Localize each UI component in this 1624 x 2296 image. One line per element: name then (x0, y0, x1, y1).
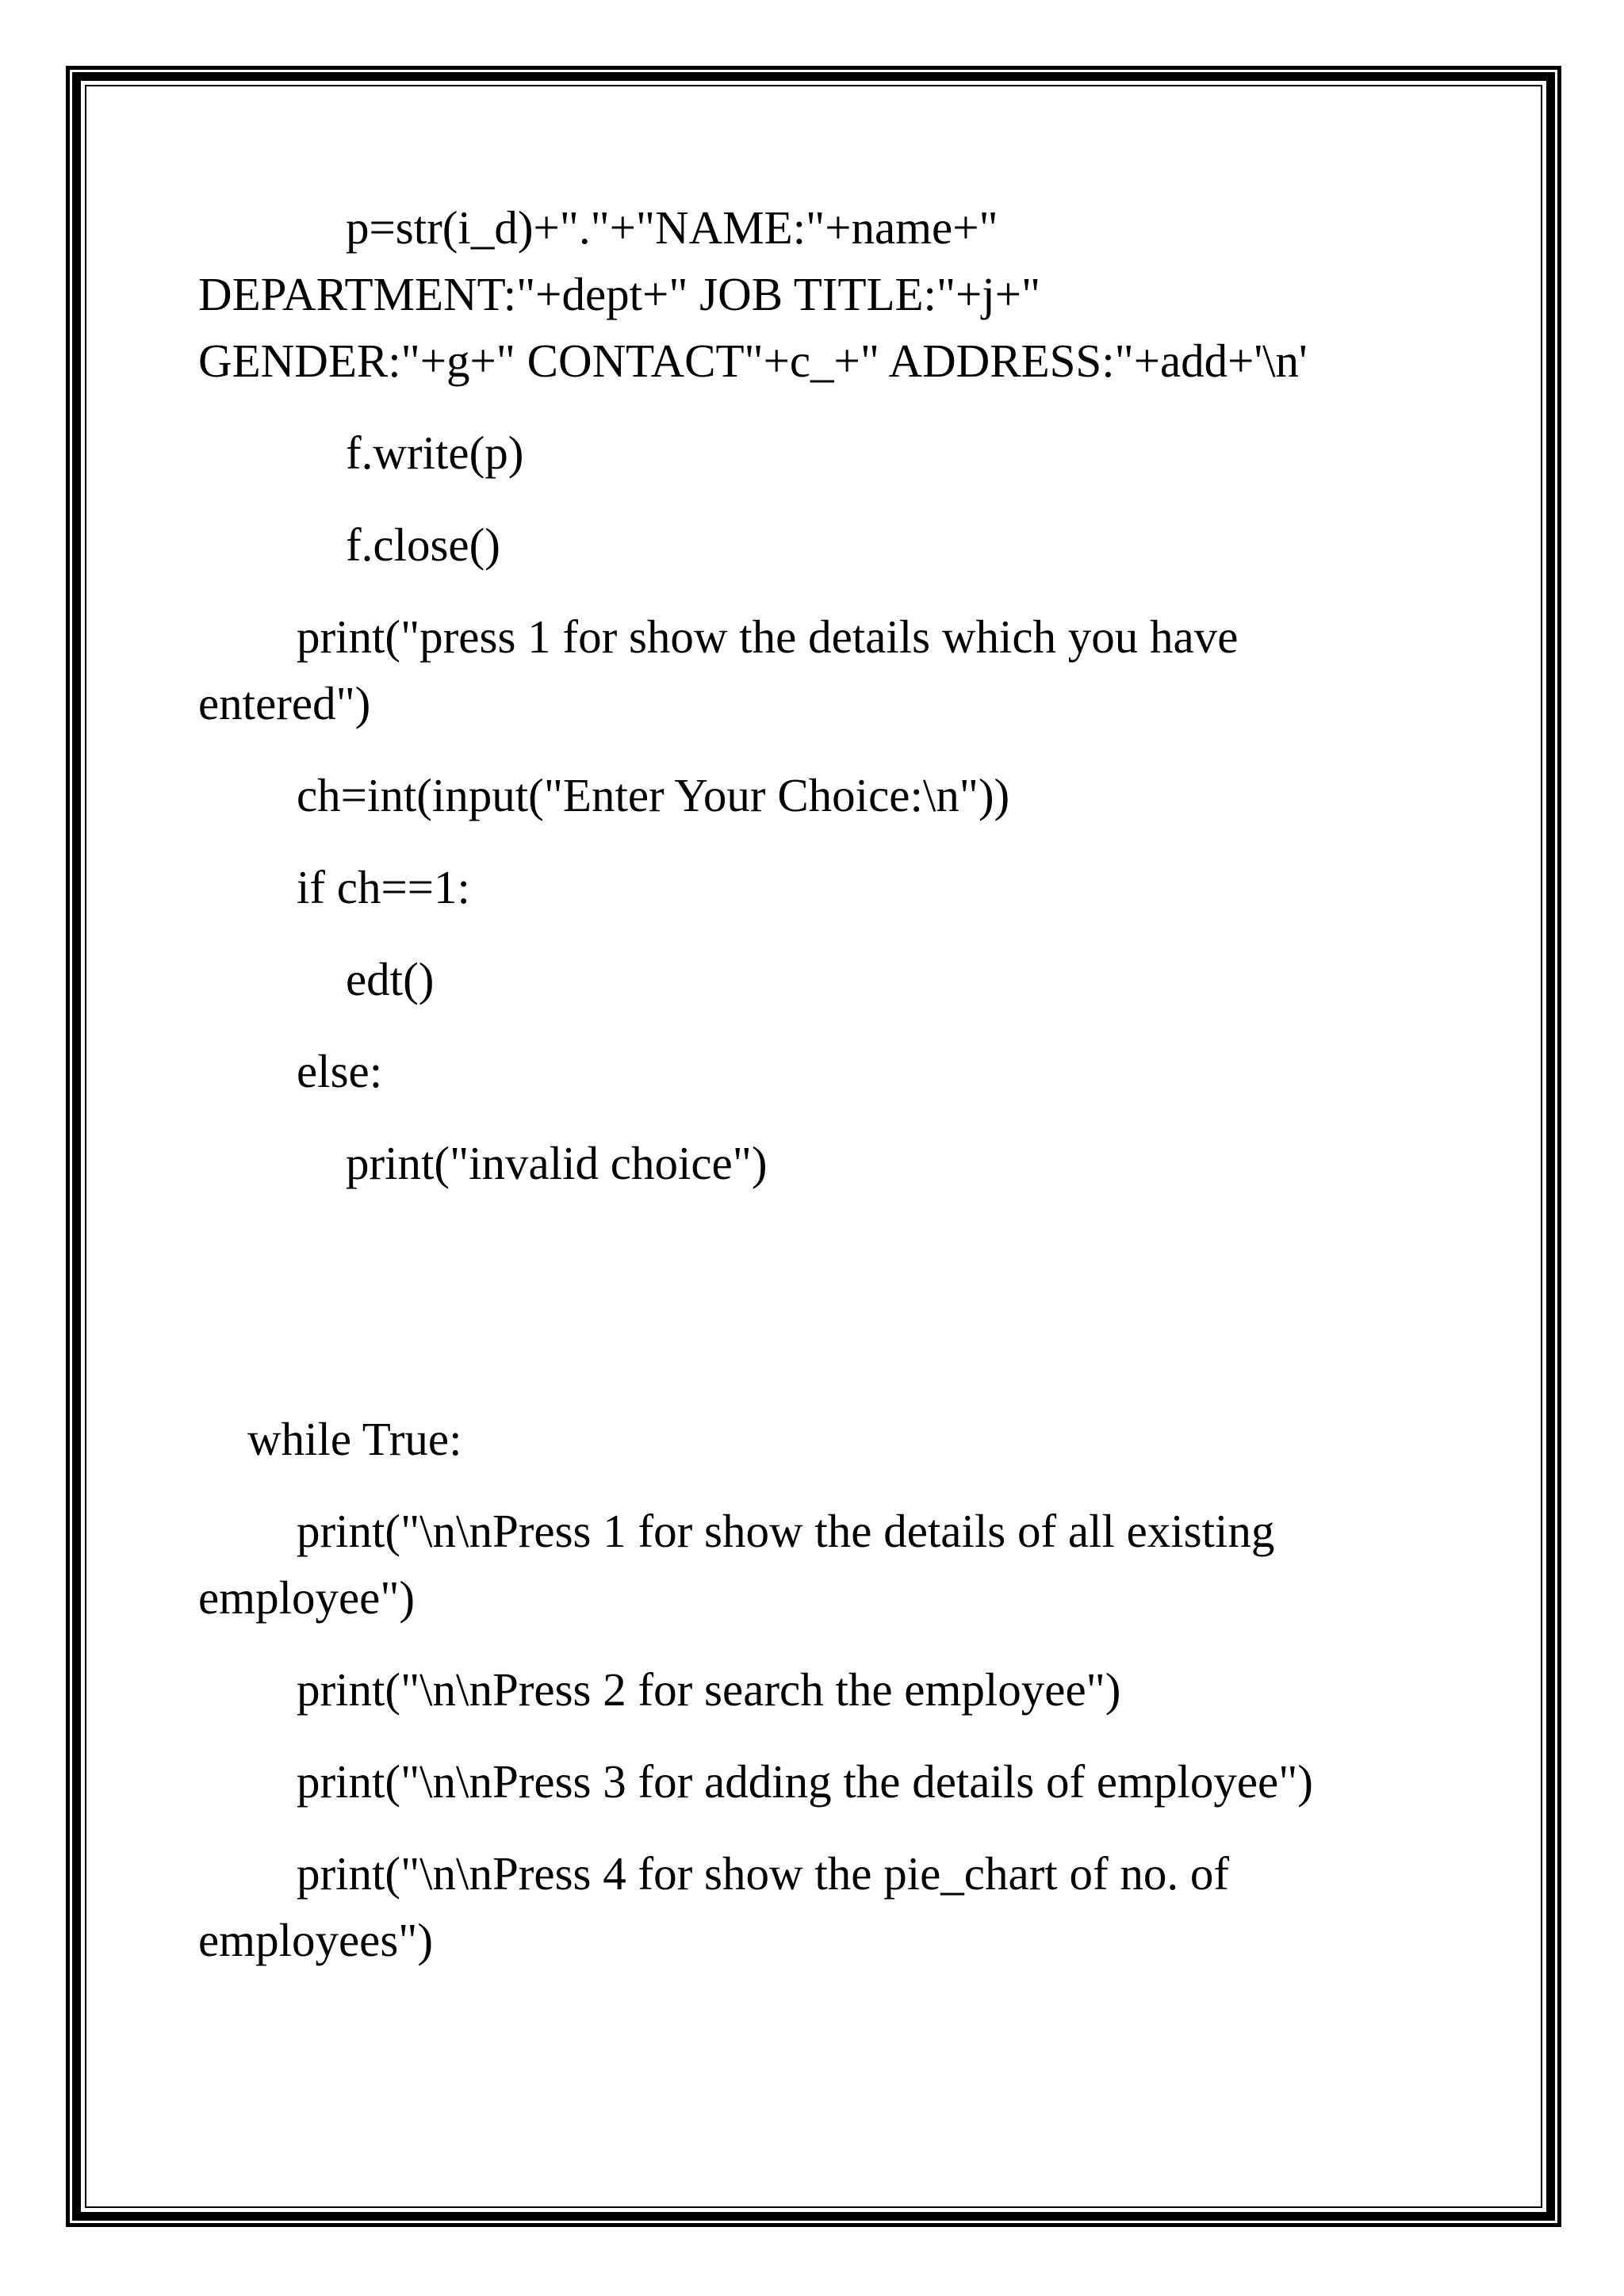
code-line: GENDER:"+g+" CONTACT"+c_+" ADDRESS:"+add+'\n' (198, 335, 1308, 387)
code-line: while True: (247, 1413, 462, 1465)
code-line: print("press 1 for show the details which you have (297, 610, 1239, 663)
code-listing (198, 194, 1435, 1973)
code-line: print("\n\nPress 1 for show the details of all existing (297, 1505, 1275, 1557)
code-line: entered") (198, 677, 371, 729)
code-line: f.write(p) (346, 427, 524, 479)
code-line: p=str(i_d)+"."+"NAME:"+name+" (346, 201, 998, 254)
code-line: print("invalid choice") (346, 1137, 768, 1189)
code-line: if ch==1: (297, 861, 470, 913)
code-line: employee") (198, 1571, 416, 1624)
code-line: print("\n\nPress 3 for adding the details of employee") (297, 1755, 1313, 1808)
code-line: employees") (198, 1914, 434, 1966)
code-line: f.close() (346, 519, 500, 571)
code-line: print("\n\nPress 2 for search the employee") (297, 1663, 1121, 1716)
code-line: ch=int(input("Enter Your Choice:\n")) (297, 769, 1010, 821)
code-line: DEPARTMENT:"+dept+" JOB TITLE:"+j+" (198, 268, 1041, 320)
code-line: edt() (346, 953, 435, 1005)
code-line: else: (297, 1045, 383, 1097)
code-line: print("\n\nPress 4 for show the pie_chart of no. of (297, 1847, 1229, 1900)
